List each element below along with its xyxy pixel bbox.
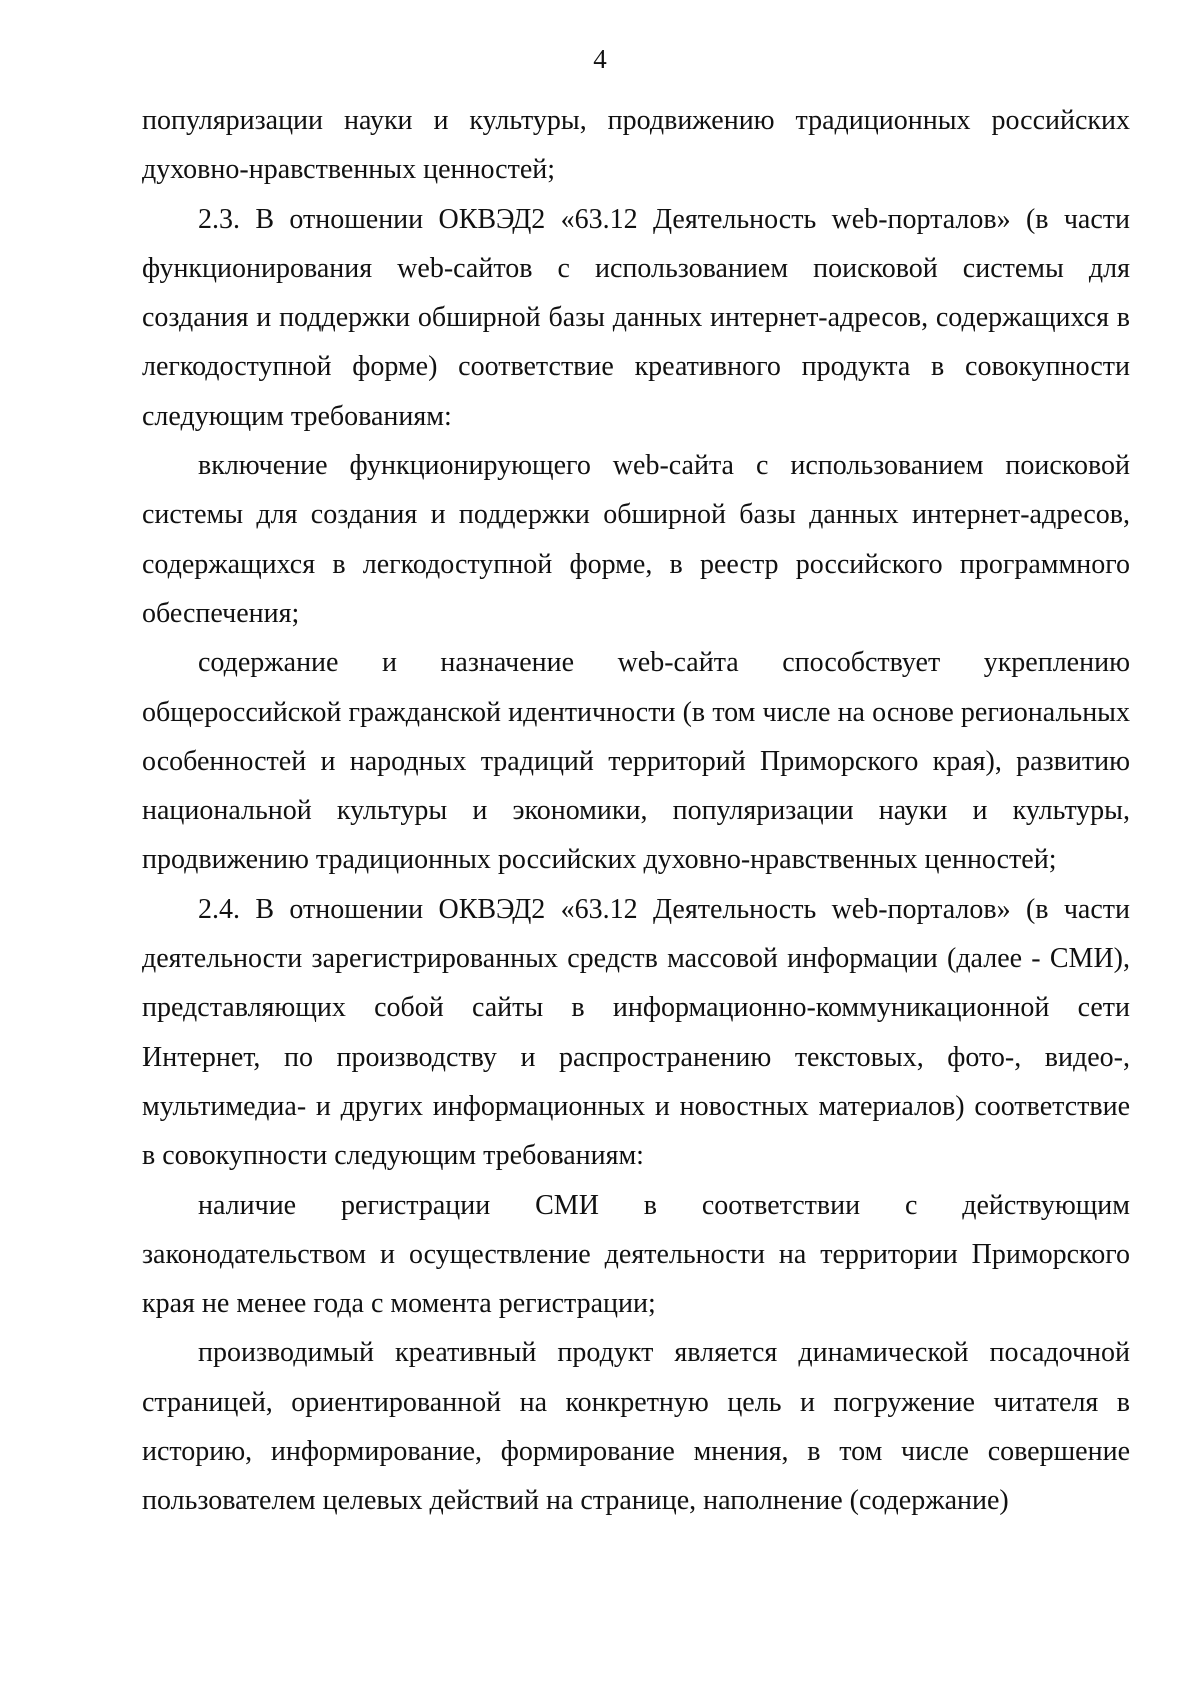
paragraph-2-3-requirement-registry: включение функционирующего web-сайта с использованием поисковой системы для создания и поддержки обширной базы данных интернет-адресов, содержащихся в легкодоступной форме, в реестр российского программного обеспечения; (142, 450, 1130, 629)
paragraph-2-4-requirement-registration: наличие регистрации СМИ в соответствии с действующим законодательством и осуществление деятельности на территории Приморского края не менее года с момента регистрации; (142, 1189, 1130, 1320)
document-body (142, 96, 1130, 1526)
page-number: 4 (593, 44, 607, 74)
paragraph-2-3: 2.3. В отношении ОКВЭД2 «63.12 Деятельность web-порталов» (в части функционирования web-сайтов с использованием поисковой системы для создания и поддержки обширной базы данных интернет-адресов, содержащихся в легкодоступной форме) соответствие креативного продукта в совокупности следующим требованиям: (142, 203, 1130, 432)
paragraph-2-4-requirement-product: производимый креативный продукт является динамической посадочной страницей, ориентированной на конкретную цель и погружение читателя в историю, информирование, формирование мнения, в том числе совершение пользователем целевых действий на странице, наполнение (содержание) (142, 1337, 1130, 1517)
paragraph-continuation: популяризации науки и культуры, продвижению традиционных российских духовно-нравственных ценностей; (142, 105, 1130, 186)
paragraph-2-4: 2.4. В отношении ОКВЭД2 «63.12 Деятельность web-порталов» (в части деятельности зарегистрированных средств массовой информации (далее - СМИ), представляющих собой сайты в информационно-коммуникационной сети Интернет, по производству и распространению текстовых, фото-, видео-, мультимедиа- и других информационных и новостных материалов) соответствие в совокупности следующим требованиям: (142, 893, 1130, 1172)
paragraph-2-3-requirement-content: содержание и назначение web-сайта способствует укреплению общероссийской гражданской идентичности (в том числе на основе региональных особенностей и народных традиций территорий Приморского края), развитию национальной культуры и экономики, популяризации науки и культуры, продвижению традиционных российских духовно-нравственных ценностей; (142, 647, 1130, 876)
